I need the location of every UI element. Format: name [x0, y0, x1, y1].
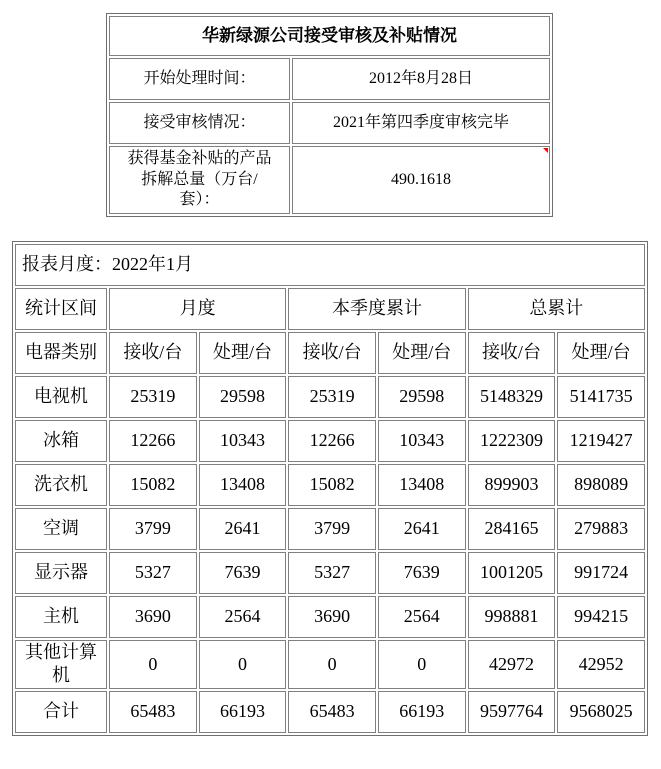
value-cell: 994215 [557, 596, 645, 638]
summary-label-audit-status: 接受审核情况： [109, 102, 290, 144]
table-row-aircon [15, 508, 645, 550]
value-cell: 899903 [468, 464, 556, 506]
value-cell: 42972 [468, 640, 556, 689]
value-cell: 10343 [199, 420, 287, 462]
category-cell: 显示器 [15, 552, 107, 594]
summary-value-dismantle-total [292, 146, 550, 214]
value-cell: 5148329 [468, 376, 556, 418]
value-cell: 3799 [109, 508, 197, 550]
value-cell: 15082 [109, 464, 197, 506]
value-cell: 29598 [199, 376, 287, 418]
value-cell: 0 [378, 640, 466, 689]
value-cell: 7639 [378, 552, 466, 594]
table-row-other-computer [15, 640, 645, 689]
value-cell: 279883 [557, 508, 645, 550]
table-row-total [15, 691, 645, 733]
value-cell: 1219427 [557, 420, 645, 462]
table-row-monitor [15, 552, 645, 594]
value-cell: 10343 [378, 420, 466, 462]
report-period [15, 244, 645, 286]
value-cell: 7639 [199, 552, 287, 594]
value-cell: 991724 [557, 552, 645, 594]
value-cell: 3799 [288, 508, 376, 550]
value-cell: 65483 [288, 691, 376, 733]
summary-value-start-time: 2012年8月28日 [292, 58, 550, 100]
note-marker-icon [543, 148, 548, 153]
table-row-host [15, 596, 645, 638]
value-cell: 0 [199, 640, 287, 689]
value-cell: 9597764 [468, 691, 556, 733]
summary-table [106, 13, 553, 217]
table-row-fridge [15, 420, 645, 462]
value-cell: 3690 [109, 596, 197, 638]
value-cell: 13408 [378, 464, 466, 506]
header-monthly: 月度 [109, 288, 286, 330]
value-cell: 3690 [288, 596, 376, 638]
category-cell: 电视机 [15, 376, 107, 418]
summary-label-start-time: 开始处理时间： [109, 58, 290, 100]
value-cell: 66193 [199, 691, 287, 733]
value-cell: 12266 [288, 420, 376, 462]
value-cell: 0 [109, 640, 197, 689]
category-cell: 其他计算机 [15, 640, 107, 689]
value-cell: 2641 [199, 508, 287, 550]
value-cell: 5327 [109, 552, 197, 594]
value-cell: 5327 [288, 552, 376, 594]
header-appliance-category: 电器类别 [15, 332, 107, 374]
header-total-processed: 处理/台 [557, 332, 645, 374]
table-row-tv [15, 376, 645, 418]
header-total-received: 接收/台 [468, 332, 556, 374]
value-cell: 5141735 [557, 376, 645, 418]
value-cell: 0 [288, 640, 376, 689]
report-period-label: 报表月度： [22, 254, 112, 275]
category-cell: 空调 [15, 508, 107, 550]
value-cell: 13408 [199, 464, 287, 506]
value-cell: 25319 [109, 376, 197, 418]
value-cell: 66193 [378, 691, 466, 733]
value-cell: 1222309 [468, 420, 556, 462]
header-quarter-received: 接收/台 [288, 332, 376, 374]
value-cell: 25319 [288, 376, 376, 418]
summary-title: 华新绿源公司接受审核及补贴情况 [109, 16, 550, 56]
value-cell: 284165 [468, 508, 556, 550]
header-grand-total: 总累计 [468, 288, 645, 330]
value-cell: 29598 [378, 376, 466, 418]
table-row-washer [15, 464, 645, 506]
header-quarter-processed: 处理/台 [378, 332, 466, 374]
dismantle-total-value: 490.1618 [391, 170, 451, 188]
report-table [12, 241, 648, 736]
header-monthly-processed: 处理/台 [199, 332, 287, 374]
category-cell: 主机 [15, 596, 107, 638]
value-cell: 65483 [109, 691, 197, 733]
report-period-value: 2022年1月 [112, 254, 193, 275]
value-cell: 2641 [378, 508, 466, 550]
value-cell: 1001205 [468, 552, 556, 594]
value-cell: 2564 [378, 596, 466, 638]
header-quarter-cumulative: 本季度累计 [288, 288, 465, 330]
category-cell: 合计 [15, 691, 107, 733]
value-cell: 42952 [557, 640, 645, 689]
value-cell: 12266 [109, 420, 197, 462]
header-stat-interval: 统计区间 [15, 288, 107, 330]
category-cell: 洗衣机 [15, 464, 107, 506]
value-cell: 9568025 [557, 691, 645, 733]
header-monthly-received: 接收/台 [109, 332, 197, 374]
category-cell: 冰箱 [15, 420, 107, 462]
value-cell: 15082 [288, 464, 376, 506]
summary-value-audit-status: 2021年第四季度审核完毕 [292, 102, 550, 144]
summary-label-dismantle-total: 获得基金补贴的产品拆解总量（万台/套）： [109, 146, 290, 214]
value-cell: 898089 [557, 464, 645, 506]
value-cell: 2564 [199, 596, 287, 638]
value-cell: 998881 [468, 596, 556, 638]
